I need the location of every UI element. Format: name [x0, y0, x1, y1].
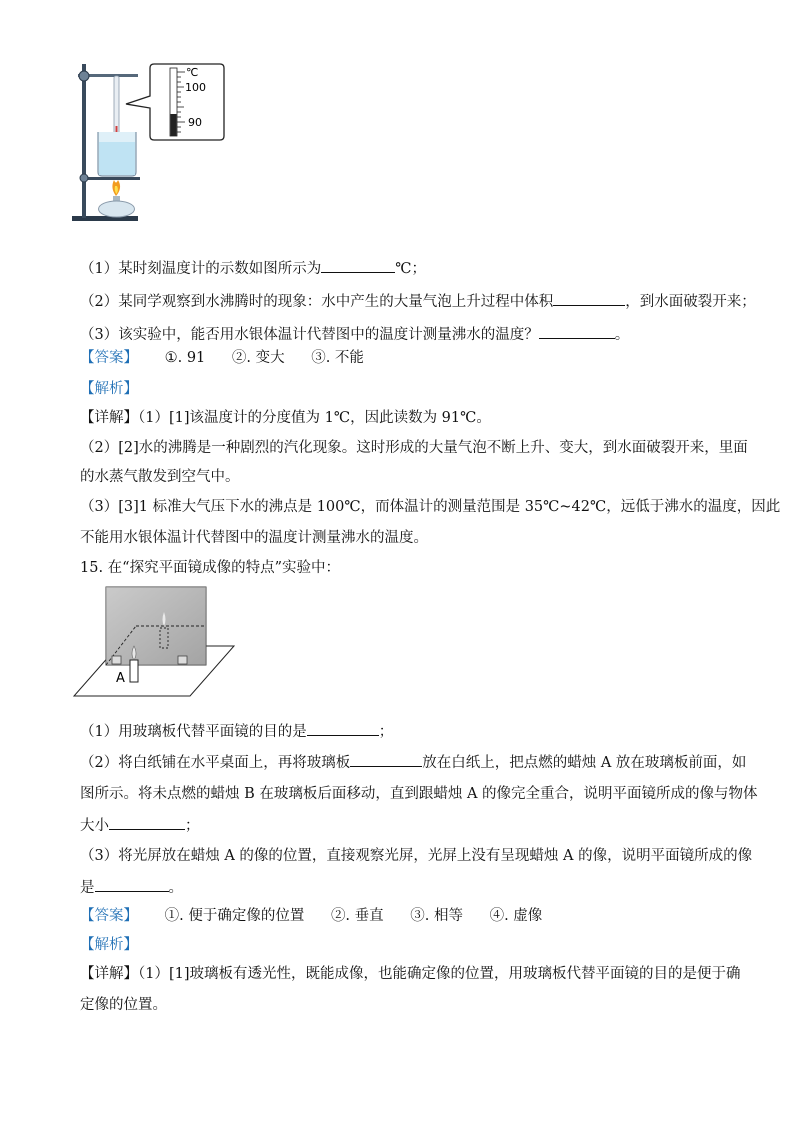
q14-answer — [80, 348, 364, 368]
candle-a — [130, 660, 138, 682]
answer-blank[interactable] — [321, 258, 395, 273]
detail-tag: 【详解】 — [80, 410, 138, 426]
stand-base — [72, 216, 138, 221]
q15-detail-p1b: 定像的位置。 — [80, 997, 167, 1013]
q14-sub2: （2）某同学观察到水沸腾时的现象：水中产生的大量气泡上升过程中体积 ，到水面破裂开来； — [80, 291, 756, 312]
scale-tick-100: 100 — [185, 81, 206, 94]
answer-item: ③. 相等 — [410, 908, 463, 924]
q15-detail-p1a: 【详解】（1）[1]玻璃板有透光性，既能成像，也能确定像的位置，用玻璃板代替平面镜的目的是便于确 — [80, 966, 741, 982]
answer-blank[interactable] — [553, 291, 625, 306]
boiling-apparatus-figure — [70, 56, 230, 226]
q15-sub3b: 是 。 — [80, 877, 183, 898]
scale-unit-label: ℃ — [186, 66, 199, 79]
q14-detail-p2b: 的水蒸气散发到空气中。 — [80, 469, 240, 485]
answer-blank[interactable] — [307, 721, 379, 736]
scale-tick-90: 90 — [188, 116, 202, 129]
answer-item: ③. 不能 — [311, 350, 364, 366]
q14-detail-p1: 【详解】（1）[1]该温度计的分度值为 1℃，因此读数为 91℃。 — [80, 410, 491, 426]
alcohol-lamp — [99, 201, 135, 217]
answer-item: ①. 便于确定像的位置 — [164, 908, 305, 924]
candle-a-label: A — [116, 671, 125, 686]
q15-sub3a: （3）将光屏放在蜡烛 A 的像的位置，直接观察光屏，光屏上没有呈现蜡烛 A 的像，说明平面镜所成的像 — [80, 848, 753, 864]
q15-answer — [80, 906, 542, 926]
answer-tag: 【答案】 — [80, 350, 138, 366]
mercury-column — [171, 114, 177, 136]
answer-blank[interactable] — [95, 877, 169, 892]
q14-detail-p2a: （2）[2]水的沸腾是一种剧烈的汽化现象。这时形成的大量气泡不断上升、变大，到水面破裂开来，里面 — [80, 440, 748, 456]
stand-rod — [82, 64, 86, 218]
q14-sub3: （3）该实验中，能否用水银体温计代替图中的温度计测量沸水的温度？ 。 — [80, 324, 629, 345]
q14-detail-p3a: （3）[3]1 标准大气压下水的沸点是 100℃，而体温计的测量范围是 35℃~42℃，远低于沸水的温度，因此 — [80, 499, 781, 515]
answer-item: ①. 91 — [164, 350, 206, 366]
answer-tag: 【答案】 — [80, 908, 138, 924]
answer-blank[interactable] — [109, 815, 185, 830]
q15-sub2c: 大小 ； — [80, 815, 200, 836]
answer-item: ④. 虚像 — [489, 908, 543, 924]
q14-detail-p3b: 不能用水银体温计代替图中的温度计测量沸水的温度。 — [80, 530, 428, 546]
q15-analysis-tag: 【解析】 — [80, 937, 138, 953]
q15-title: 15. 在“探究平面镜成像的特点”实验中： — [80, 560, 340, 576]
q15-sub2a: （2）将白纸铺在水平桌面上，再将玻璃板 放在白纸上，把点燃的蜡烛 A 放在玻璃板前面，如 — [80, 752, 746, 773]
q14-analysis-tag: 【解析】 — [80, 381, 138, 397]
q14-sub1: （1）某时刻温度计的示数如图所示为 ℃； — [80, 258, 426, 279]
detail-tag: 【详解】 — [80, 966, 138, 982]
answer-item: ②. 变大 — [231, 350, 285, 366]
q15-sub2b: 图所示。将未点燃的蜡烛 B 在玻璃板后面移动，直到跟蜡烛 A 的像完全重合，说明平面镜所成的像与物体 — [80, 786, 758, 802]
plane-mirror-figure — [72, 584, 242, 702]
answer-item: ②. 垂直 — [330, 908, 384, 924]
q15-sub1: （1）用玻璃板代替平面镜的目的是 ； — [80, 721, 393, 742]
answer-blank[interactable] — [350, 752, 422, 767]
answer-blank[interactable] — [539, 324, 615, 339]
